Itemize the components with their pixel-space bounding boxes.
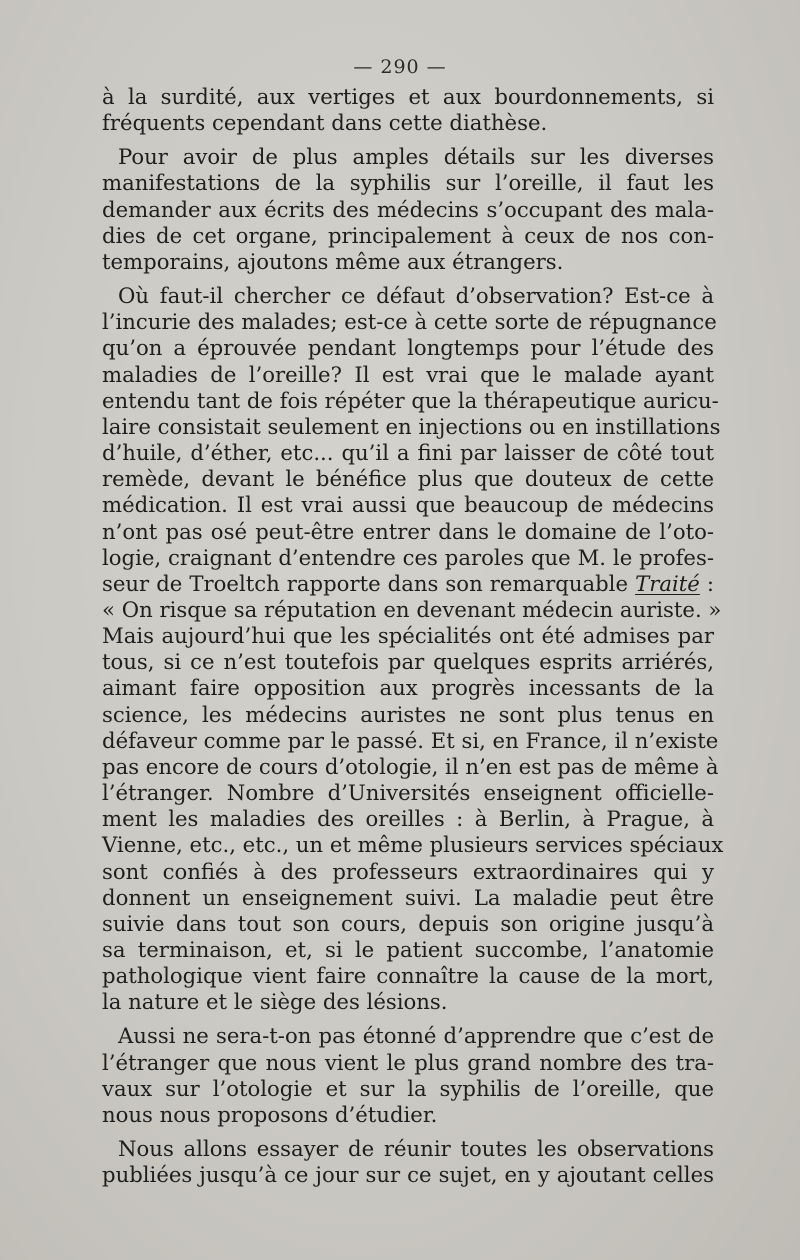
text-line: suivie dans tout son cours, depuis son origine jusqu’à — [102, 910, 714, 936]
text-line: qu’on a éprouvée pendant longtemps pour l’étude des — [102, 335, 714, 361]
text-line: à la surdité, aux vertiges et aux bourdonnements, si — [102, 84, 714, 109]
text-line: la nature et le siège des lésions. — [102, 989, 448, 1015]
text-line: Pour avoir de plus amples détails sur les diverses — [118, 144, 714, 170]
text-line: entendu tant de fois répéter que la thérapeutique auricu- — [102, 387, 719, 413]
text-line: pathologique vient faire connaître la cause de la mort, — [102, 963, 714, 989]
text-line: d’huile, d’éther, etc... qu’il a fini par laisser de côté tout — [102, 440, 714, 466]
text-line: logie, craignant d’entendre ces paroles que M. le profes- — [102, 544, 714, 570]
paragraph — [102, 144, 714, 275]
text-line: demander aux écrits des médecins s’occupant des mala- — [102, 196, 714, 222]
paragraph — [102, 1023, 714, 1128]
text-line: maladies de l’oreille? Il est vrai que le malade ayant — [102, 361, 714, 387]
text-line: sont confiés à des professeurs extraordinaires qui y — [102, 858, 714, 884]
text-line: nous nous proposons d’étudier. — [102, 1101, 438, 1127]
text-line: dies de cet organe, principalement à ceux de nos con- — [102, 222, 714, 248]
text-line: Nous allons essayer de réunir toutes les observations — [118, 1136, 714, 1162]
text-line: laire consistait seulement en injections ou en instillations — [102, 413, 721, 439]
text-line: sa terminaison, et, si le patient succombe, l’anatomie — [102, 937, 714, 962]
text-line: temporains, ajoutons même aux étrangers. — [102, 248, 564, 274]
text-line: Mais aujourd’hui que les spécialités ont été admises par — [102, 623, 714, 649]
text-line: publiées jusqu’à ce jour sur ce sujet, en y ajoutant celles — [102, 1162, 714, 1188]
text-line: Vienne, etc., etc., un et même plusieurs services spéciaux — [102, 832, 724, 858]
text-line: Aussi ne sera-t-on pas étonné d’apprendre que c’est de — [118, 1023, 714, 1049]
text-line: ment les maladies des oreilles : à Berlin, à Prague, à — [102, 806, 714, 832]
text-line: pas encore de cours d’otologie, il n’en est pas de même à — [102, 753, 719, 779]
italic-title: Traité — [635, 570, 700, 596]
text-line: l’incurie des malades; est-ce à cette sorte de répugnance — [102, 309, 717, 335]
italic-suffix: : — [699, 570, 714, 596]
paragraph — [102, 283, 724, 1015]
text-line: « On risque sa réputation en devenant médecin auriste. » — [102, 596, 722, 622]
text-line: défaveur comme par le passé. Et si, en France, il n’existe — [102, 727, 719, 753]
text-line: n’ont pas osé peut-être entrer dans le domaine de l’oto- — [102, 518, 714, 544]
text-line: donnent un enseignement suivi. La maladie peut être — [102, 884, 714, 910]
text-line: seur de Troeltch rapporte dans son remarquable Traité : — [102, 570, 714, 596]
text-line: l’étranger. Nombre d’Universités enseignent officielle- — [102, 780, 714, 806]
text-line: aimant faire opposition aux progrès incessants de la — [102, 675, 714, 701]
body-text — [102, 84, 724, 1188]
text-line: fréquents cependant dans cette diathèse. — [102, 110, 548, 136]
text-line: manifestations de la syphilis sur l’oreille, il faut les — [102, 170, 714, 196]
text-line: vaux sur l’otologie et sur la syphilis de l’oreille, que — [102, 1075, 714, 1101]
text-line: Où faut-il chercher ce défaut d’observation? Est-ce à — [118, 283, 714, 309]
text-line: l’étranger que nous vient le plus grand nombre des tra- — [102, 1049, 714, 1075]
paragraph — [102, 84, 714, 136]
page-number: — 290 — — [353, 56, 447, 78]
paragraph — [102, 1136, 714, 1188]
text-line: médication. Il est vrai aussi que beaucoup de médecins — [102, 492, 714, 518]
text-line: science, les médecins auristes ne sont plus tenus en — [102, 701, 714, 727]
text-line: remède, devant le bénéfice plus que douteux de cette — [102, 466, 714, 492]
text-line: tous, si ce n’est toutefois par quelques esprits arriérés, — [102, 649, 714, 675]
